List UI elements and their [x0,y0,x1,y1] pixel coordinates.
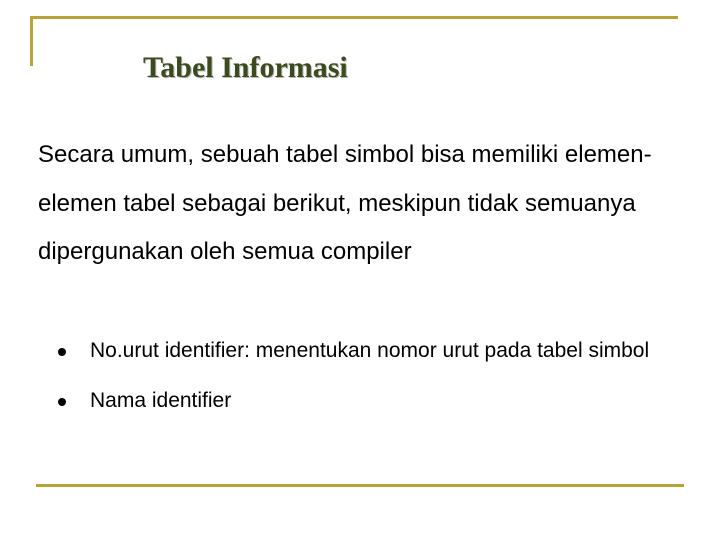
bullet-text: Nama identifier [90,389,232,412]
bullet-list [56,330,696,422]
frame-top-line [30,16,678,19]
frame-bottom-line [36,484,684,487]
bullet-dot-icon [58,398,66,406]
bullet-item-no-urut [56,330,696,372]
bullet-item-nama [56,380,696,422]
frame-left-line [30,16,33,66]
bullet-dot-icon [58,348,66,356]
slide-title: Tabel Informasi [143,51,348,84]
intro-paragraph: Secara umum, sebuah tabel simbol bisa memiliki elemen-elemen tabel sebagai berikut, meskipun tidak semuanya dipergunakan oleh semua compiler [38,141,652,265]
bullet-text: No.urut identifier: menentukan nomor urut pada tabel simbol [90,339,650,362]
